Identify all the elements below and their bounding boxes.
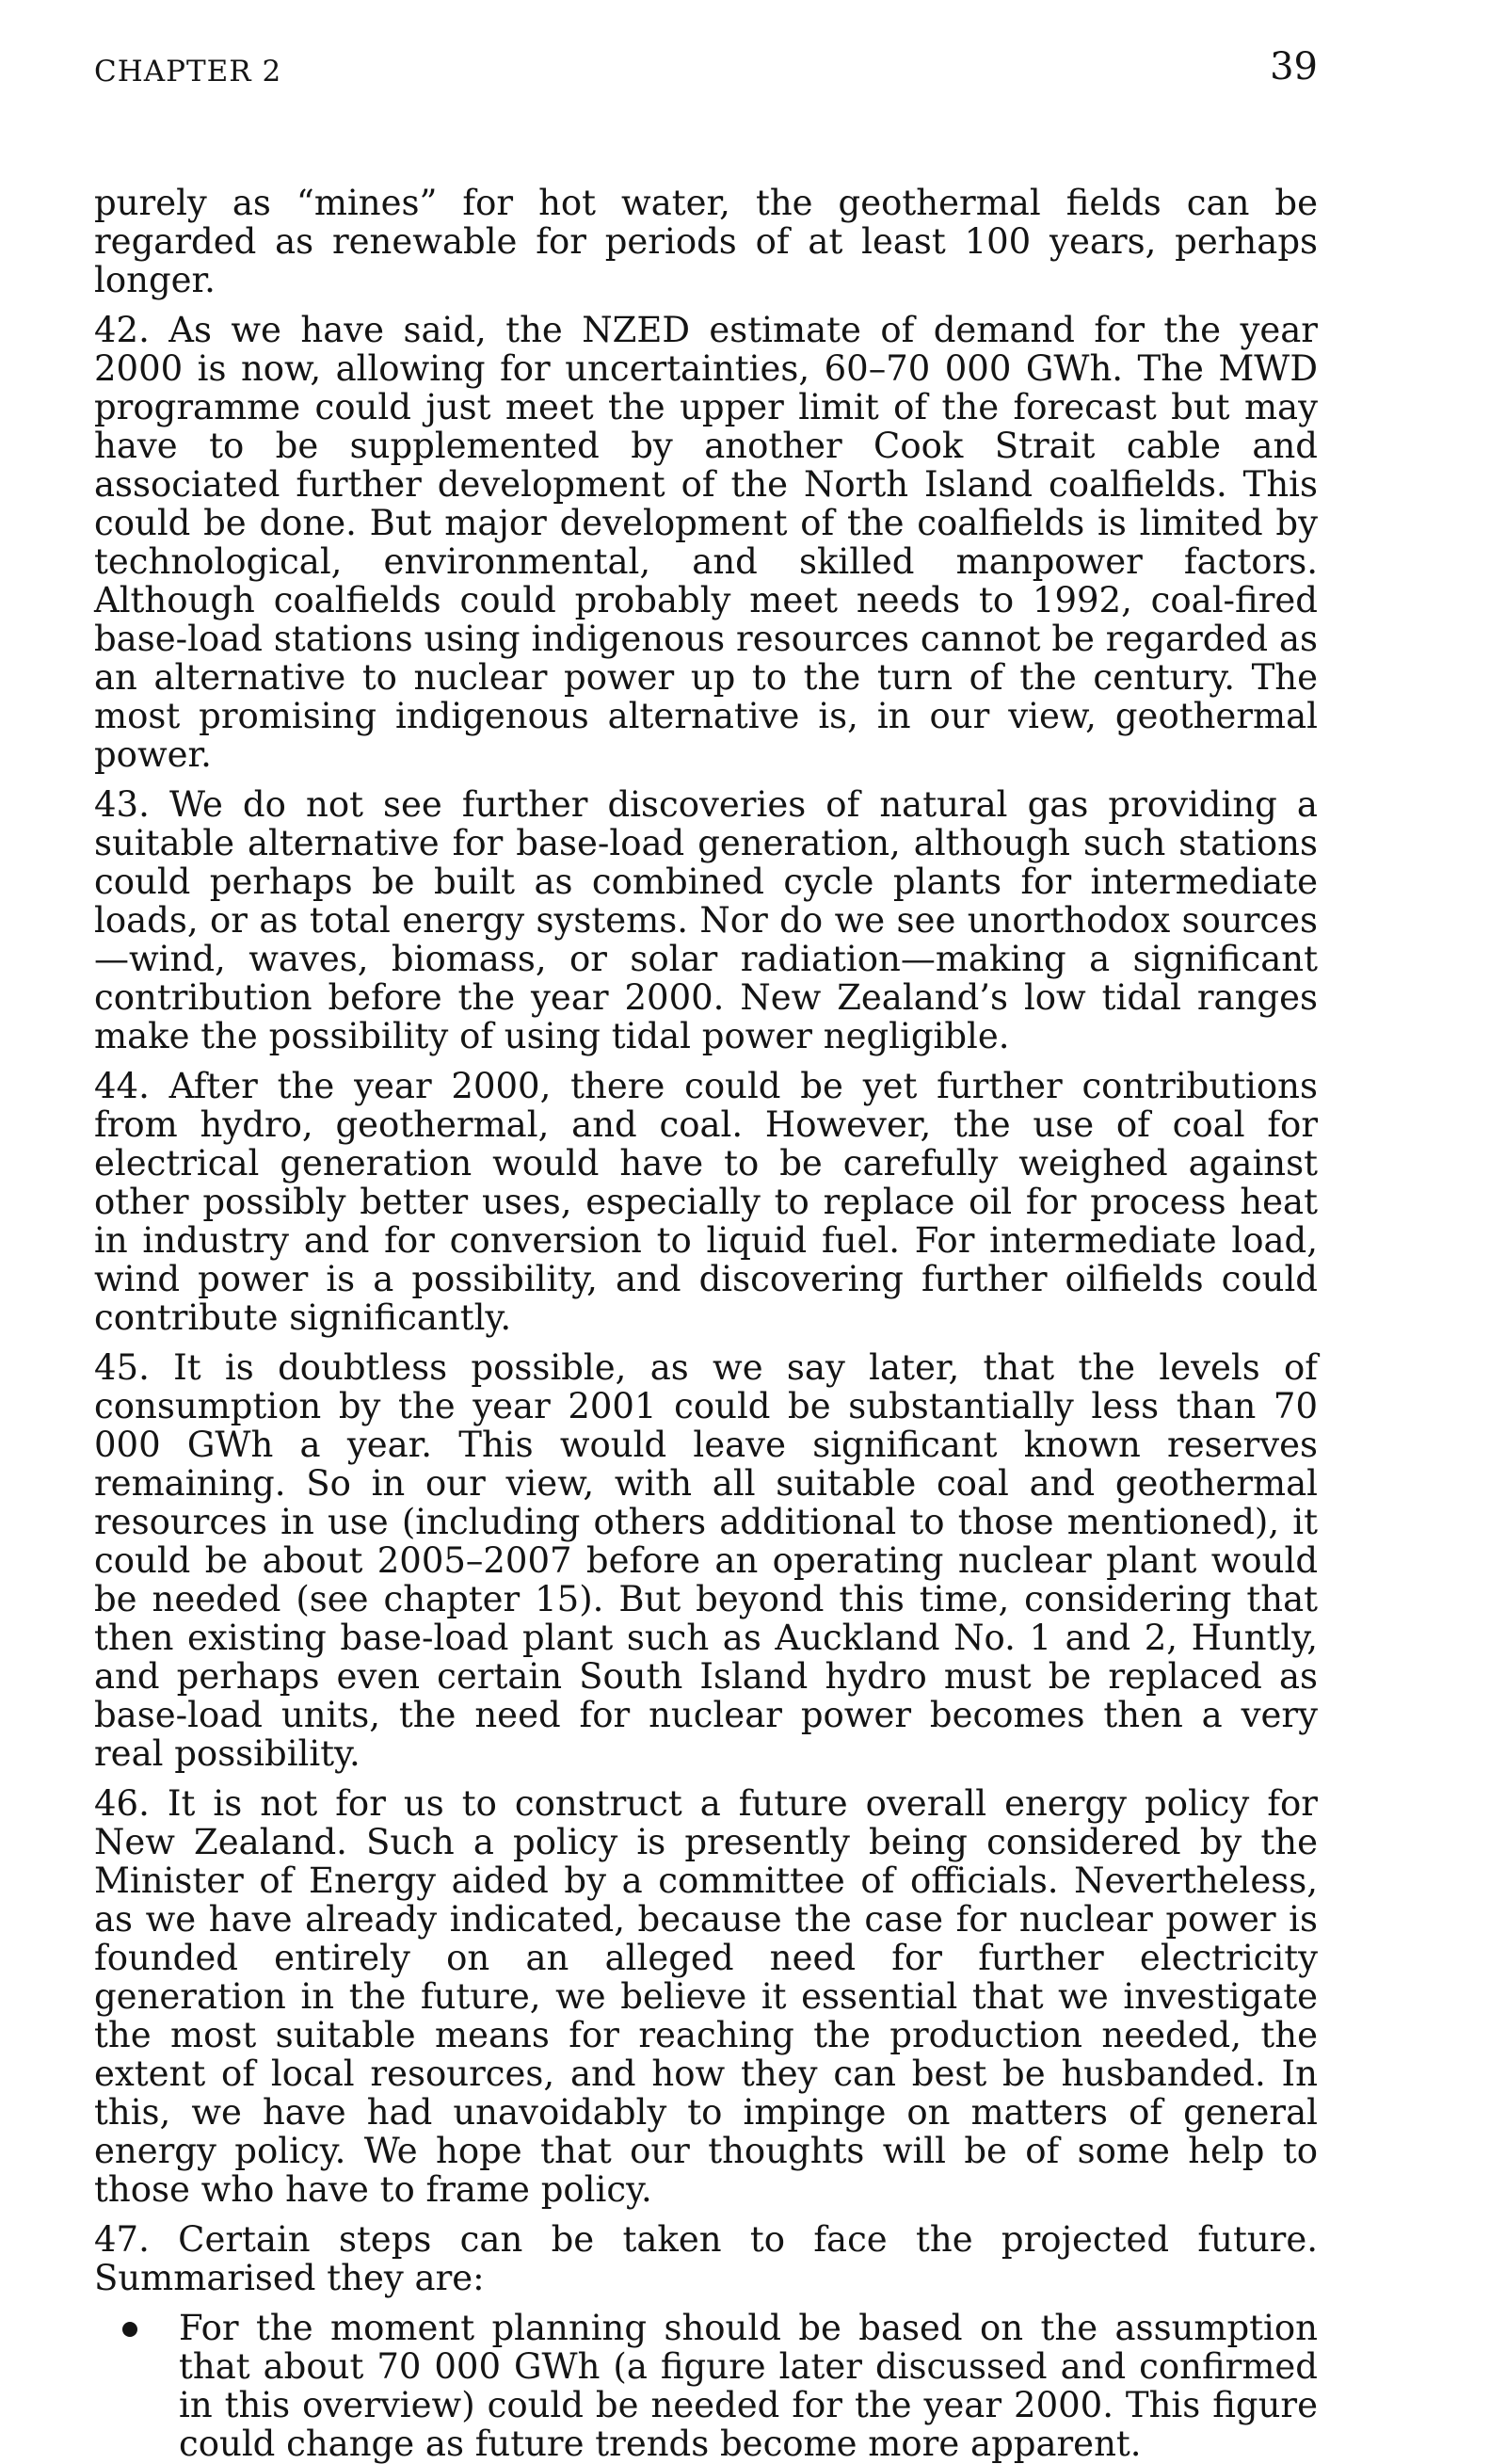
- paragraph-47: [94, 2220, 1318, 2297]
- bullet-text: For the moment planning should be based on the assumption that about 70 000 GWh (a figure later discussed and confirmed in this overview) could be needed for the year 2000. This figure could change as future trends become more apparent.: [179, 2308, 1318, 2464]
- paragraph-text: Certain steps can be taken to face the projected future. Summarised they are:: [94, 2219, 1318, 2298]
- body-text: [94, 184, 1318, 2463]
- paragraph-text: We do not see further discoveries of natural gas providing a suitable alternative for base-load generation, although such stations could perhaps be built as combined cycle plants for intermediate loads, or as total energy systems. Nor do we see unorthodox sources—wind, waves, biomass, or solar radiation—making a significant contribution before the year 2000. New Zealand’s low tidal ranges make the possibility of using tidal power negligible.: [94, 784, 1318, 1056]
- paragraph-45: [94, 1348, 1318, 1773]
- bullet-icon: [122, 2322, 137, 2337]
- paragraph-text: It is not for us to construct a future overall energy policy for New Zealand. Such a policy is presently being considered by the Minister of Energy aided by a committee of officials. Nevertheless, as we have already indicated, because the case for nuclear power is founded entirely on an alleged need for further electricity generation in the future, we believe it essential that we investigate the most suitable means for reaching the production needed, the extent of local resources, and how they can best be husbanded. In this, we have had unavoidably to impinge on matters of general energy policy. We hope that our thoughts will be of some help to those who have to frame policy.: [94, 1783, 1318, 2210]
- paragraph-text: As we have said, the NZED estimate of demand for the year 2000 is now, allowing for uncertainties, 60–70 000 GWh. The MWD programme could just meet the upper limit of the forecast but may have to be supplemented by another Cook Strait cable and associated further development of the North Island coalfields. This could be done. But major development of the coalfields is limited by technological, environmental, and skilled manpower factors. Although coalfields could probably meet needs to 1992, coal-fired base-load stations using indigenous resources cannot be regarded as an alternative to nuclear power up to the turn of the century. The most promising indigenous alternative is, in our view, geothermal power.: [94, 310, 1318, 775]
- chapter-label: CHAPTER 2: [94, 55, 282, 89]
- paragraph-number: 45.: [94, 1347, 150, 1388]
- paragraph-number: 43.: [94, 784, 150, 825]
- paragraph-42: [94, 311, 1318, 774]
- paragraph-text: After the year 2000, there could be yet further contributions from hydro, geothermal, and coal. However, the use of coal for electrical generation would have to be carefully weighed against other possibly better uses, especially to replace oil for process heat in industry and for conversion to liquid fuel. For intermediate load, wind power is a possibility, and discovering further oilfields could contribute significantly.: [94, 1066, 1318, 1338]
- paragraph-text: purely as “mines” for hot water, the geothermal fields can be regarded as renewable for periods of at least 100 years, perhaps longer.: [94, 183, 1318, 300]
- paragraph-number: 44.: [94, 1066, 150, 1106]
- paragraph-number: 46.: [94, 1783, 150, 1824]
- bullet-list: [94, 2309, 1318, 2463]
- paragraph-text: It is doubtless possible, as we say later, that the levels of consumption by the year 2001 could be substantially less than 70 000 GWh a year. This would leave significant known reserves remaining. So in our view, with all suitable coal and geothermal resources in use (including others additional to those mentioned), it could be about 2005–2007 before an operating nuclear plant would be needed (see chapter 15). But beyond this time, considering that then existing base-load plant such as Auckland No. 1 and 2, Huntly, and perhaps even certain South Island hydro must be replaced as base-load units, the need for nuclear power becomes then a very real possibility.: [94, 1347, 1318, 1774]
- paragraph-43: [94, 785, 1318, 1055]
- page-number: 39: [1270, 45, 1318, 89]
- paragraph-46: [94, 1784, 1318, 2209]
- paragraph-44: [94, 1067, 1318, 1337]
- paragraph-number: 47.: [94, 2219, 150, 2260]
- paragraph-continuation: [94, 184, 1318, 299]
- bullet-item: [94, 2309, 1318, 2463]
- paragraph-number: 42.: [94, 310, 150, 350]
- page-header: [94, 45, 1318, 92]
